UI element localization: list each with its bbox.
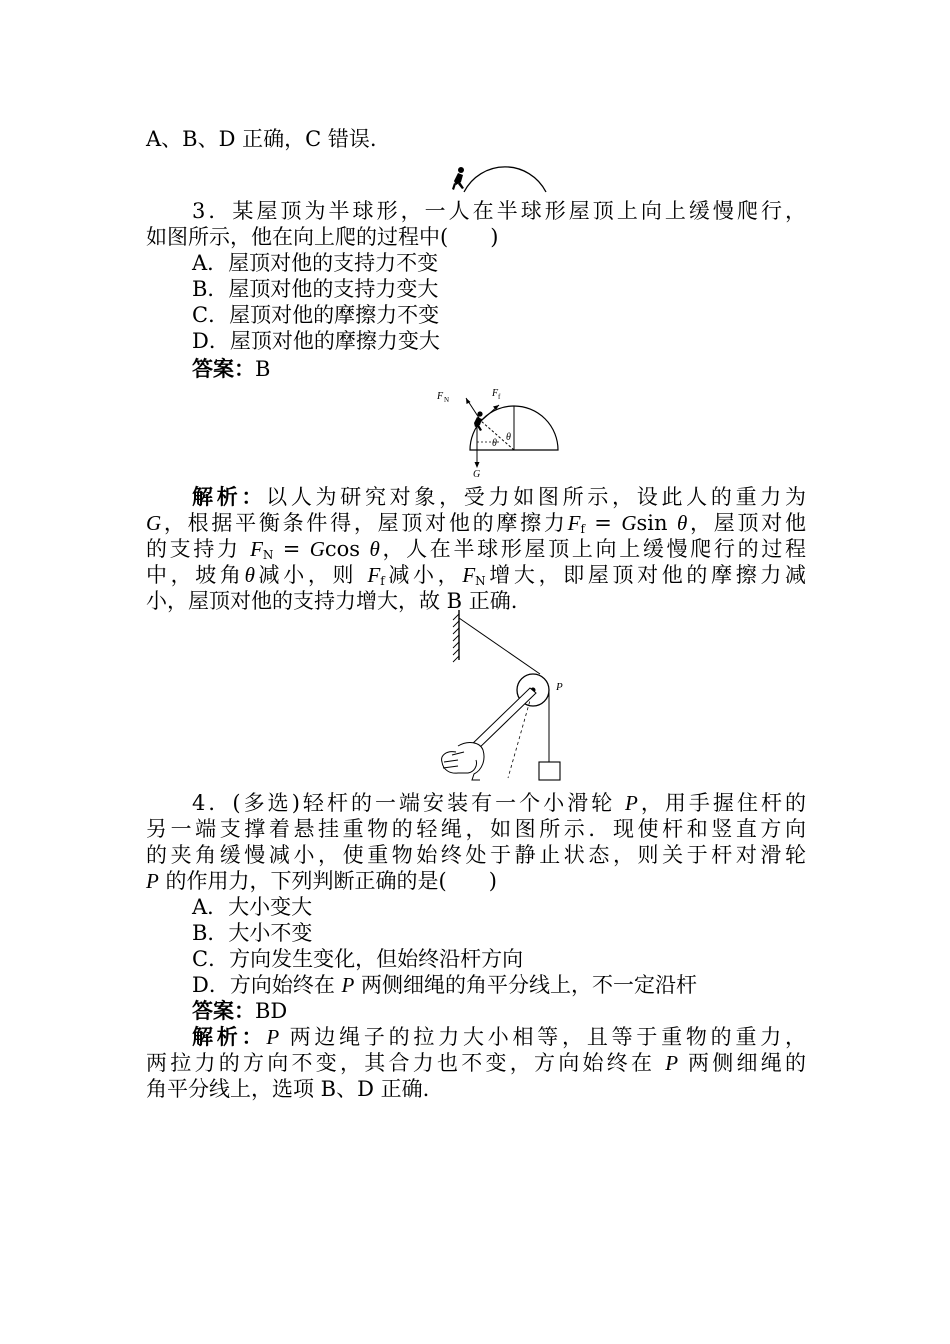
math-sub: N [475, 574, 486, 588]
answer-value: B [255, 357, 271, 381]
text-run: 的作用力，下列判断正确的是( ) [158, 869, 497, 893]
text-line [146, 510, 806, 536]
math-var: P [624, 791, 638, 815]
answer-line [192, 356, 852, 382]
math-var: G [621, 511, 637, 535]
text-run: 减小， [384, 563, 463, 587]
text-run: = [273, 537, 310, 561]
option-c: C．方向发生变化，但始终沿杆方向 [192, 947, 524, 971]
label-g: G [473, 469, 481, 478]
text-run: 以人为研究对象，受力如图所示，设此人的重力为 [266, 485, 806, 509]
text-run: ，根据平衡条件得，屋顶对他的摩擦力 [161, 511, 568, 535]
text-line: 的夹角缓慢减小，使重物始终处于静止状态，则关于杆对滑轮 [146, 843, 806, 867]
text-run: D．方向始终在 [192, 973, 342, 997]
math-var: F [462, 563, 476, 587]
math-var: P [341, 973, 355, 997]
label-ff-sub: f [498, 393, 501, 401]
text-line: 3．某屋顶为半球形，一人在半球形屋顶上向上缓慢爬行， [192, 199, 806, 223]
text-line [192, 1024, 806, 1050]
text-run: 中，坡角 [146, 563, 245, 587]
text-run: cos [324, 537, 370, 561]
text-run: ，屋顶对他 [687, 511, 807, 535]
text-run: 的支持力 [146, 537, 251, 561]
option-d: D．屋顶对他的摩擦力变大 [192, 329, 440, 353]
text-run: ，人在半球形屋顶上向上缓慢爬行的过程 [379, 537, 806, 561]
option-d [192, 972, 852, 998]
math-var: θ [676, 511, 688, 535]
label-fn-sub: N [444, 396, 450, 404]
math-var: G [146, 511, 162, 535]
math-var: θ [244, 563, 255, 587]
text-run: sin [636, 511, 677, 535]
text-run: 两拉力的方向不变，其合力也不变，方向始终在 [146, 1051, 666, 1075]
option-c: C．屋顶对他的摩擦力不变 [192, 303, 440, 327]
label-ff: F [492, 388, 499, 399]
text-line: 如图所示，他在向上爬的过程中( ) [146, 225, 499, 249]
hand-icon [442, 743, 484, 780]
text-run: 两边绳子的拉力大小相等，且等于重物的重力， [279, 1025, 806, 1049]
text-line: A、B、D 正确，C 错误. [146, 127, 377, 151]
option-b: B．大小不变 [192, 921, 313, 945]
option-a: A．大小变大 [192, 895, 313, 919]
answer-value: BD [255, 999, 288, 1023]
figure-roof-climber [440, 148, 560, 198]
text-run: 两侧细绳的 [678, 1051, 806, 1075]
text-line [146, 868, 806, 894]
climber-icon [452, 167, 464, 190]
math-var: θ [369, 537, 380, 561]
text-run: 两侧细绳的角平分线上，不一定沿杆 [354, 973, 698, 997]
math-var: P [266, 1025, 280, 1049]
answer-label: 答案： [192, 356, 255, 381]
text-run: ，用手握住杆的 [637, 791, 807, 815]
answer-line [192, 998, 852, 1024]
math-sub: N [262, 548, 274, 562]
answer-label: 答案： [192, 998, 255, 1023]
label-theta-upper: θ [506, 432, 511, 443]
math-var: P [665, 1051, 679, 1075]
text-run: = [584, 511, 622, 535]
option-a: A．屋顶对他的支持力不变 [192, 251, 439, 275]
math-var: F [250, 537, 263, 561]
math-var: F [567, 511, 581, 535]
text-line [192, 484, 806, 510]
text-line: 小，屋顶对他的支持力增大，故 B 正确. [146, 589, 518, 613]
explanation-label: 解析： [192, 1024, 267, 1049]
text-run: 4．(多选)轻杆的一端安装有一个小滑轮 [192, 791, 625, 815]
math-var: F [367, 563, 381, 587]
figure-force-diagram [432, 384, 562, 478]
text-line: 另一端支撑着悬挂重物的轻绳，如图所示．现使杆和竖直方向 [146, 817, 806, 841]
text-line [146, 536, 806, 562]
text-line: 角平分线上，选项 B、D 正确. [146, 1077, 430, 1101]
label-fn: F [437, 391, 444, 402]
label-theta-lower: θ [492, 438, 497, 449]
math-sub: f [580, 522, 585, 536]
label-p: P [556, 681, 563, 693]
math-var: P [146, 869, 159, 893]
text-run: 增大，即屋顶对他的摩擦力减 [485, 563, 807, 587]
text-run: 减小，则 [254, 563, 368, 587]
math-var: G [309, 537, 325, 561]
math-sub: f [380, 574, 385, 588]
explanation-label: 解析： [192, 484, 267, 509]
figure-pulley-rod [428, 610, 578, 786]
option-b: B．屋顶对他的支持力变大 [192, 277, 439, 301]
text-line [146, 1050, 806, 1076]
text-line [146, 562, 806, 588]
text-line [192, 790, 806, 816]
